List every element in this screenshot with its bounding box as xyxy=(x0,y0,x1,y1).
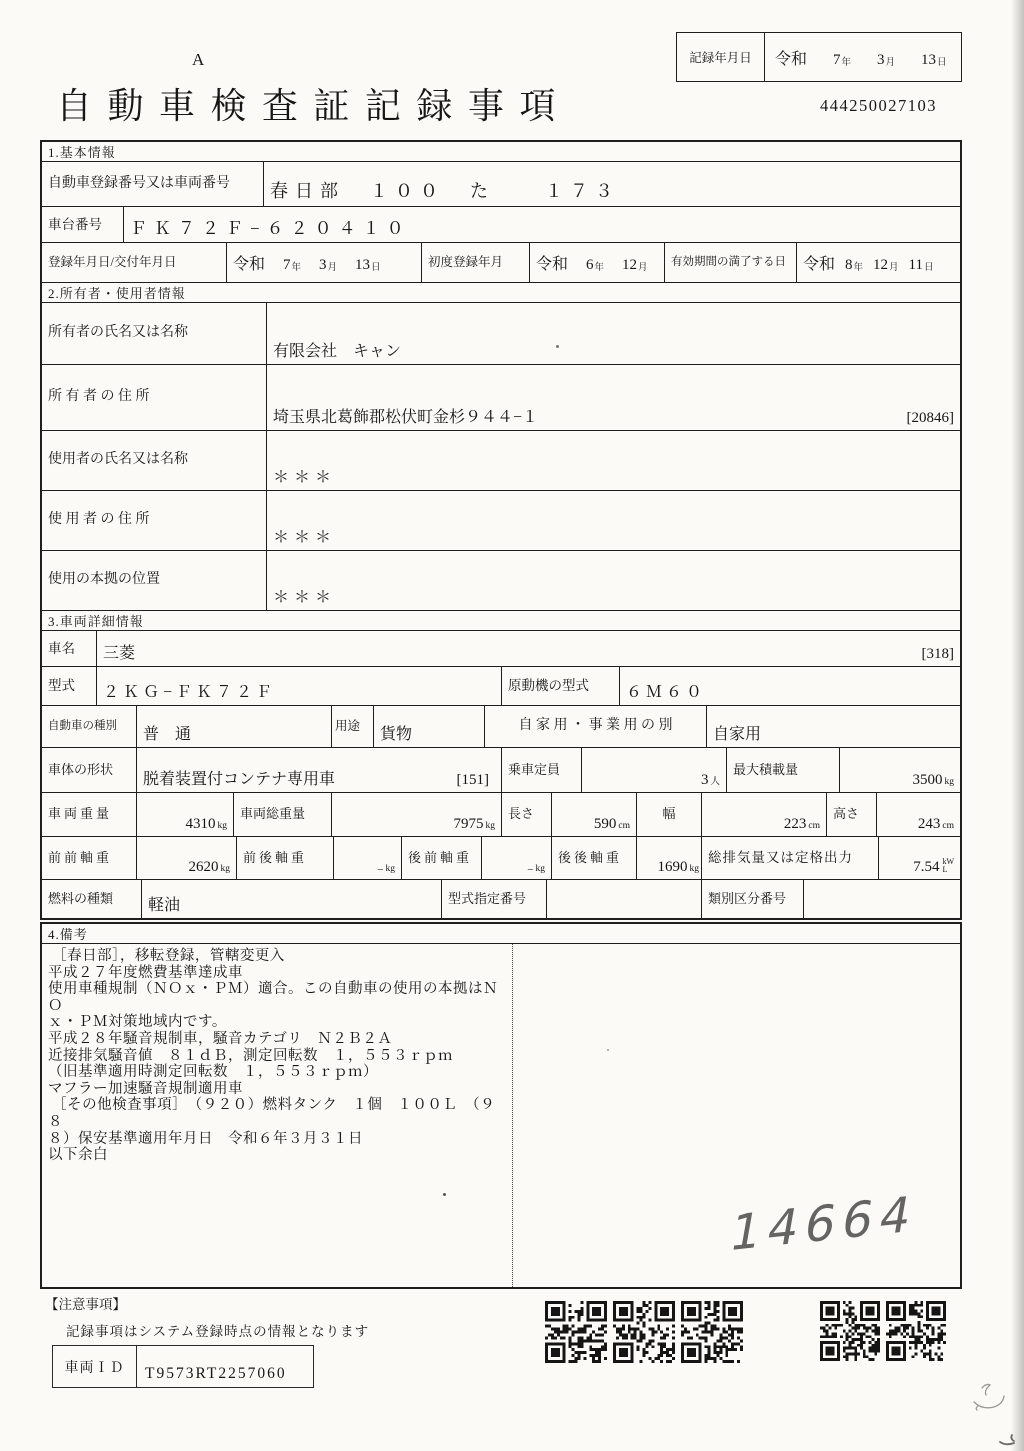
height-label: 高さ xyxy=(827,793,877,836)
gross-weight-value: 7975 kg xyxy=(332,793,502,836)
owner-name-label: 所有者の氏名又は名称 xyxy=(42,303,267,364)
engine-model-label: 原動機の型式 xyxy=(502,667,620,705)
document-number: 444250027103 xyxy=(820,96,937,115)
axle-front-front-label: 前前軸重 xyxy=(42,837,137,879)
scan-dot xyxy=(607,1049,609,1051)
corner-mark xyxy=(998,1432,1020,1448)
vehicle-id-box xyxy=(52,1345,314,1388)
engine-model-value: ６Ｍ６０ xyxy=(626,684,707,701)
axle-rear-rear-value: 1690 kg xyxy=(637,837,702,879)
plate-number-row xyxy=(42,162,960,207)
record-date-value xyxy=(765,33,961,81)
body-shape-value: 脱着装置付コンテナ専用車 [151] xyxy=(137,748,502,792)
capacity-value: 3 人 xyxy=(582,748,727,792)
owner-address-value: 埼玉県北葛飾郡松伏町金杉９４４−１ [20846] xyxy=(273,409,954,426)
remarks-body xyxy=(42,944,960,1287)
scan-dot xyxy=(443,1193,446,1196)
remarks-text: ［春日部］，移転登録，管轄変更入 平成２７年度燃費基準達成車 使用車種規制（ＮＯｘ・ＰＭ）適合。この自動車の使用の本拠はＮＯ ｘ・ＰＭ対策地域内です。 平成２８年騒音規制車，騒音カテゴリ Ｎ２Ｂ２Ａ 近接排気騒音値 ８１ｄＢ，測定回転数 １，５５３ｒｐｍ （旧基準適用時測定回転数 １，５５３ｒｐｍ） マフラー加速騒音規制適用車 ［その他検査事項］ （９２０）燃料タンク １個 １００Ｌ （９８ ８）保安基準適用年月日 令和６年３月３１日 以下余白 xyxy=(48,948,498,1164)
dates-row xyxy=(42,243,960,283)
axle-rear-front-label: 後前軸重 xyxy=(402,837,482,879)
pencil-scribble xyxy=(968,1380,1016,1420)
length-label: 長さ xyxy=(502,793,552,836)
remarks-column-divider xyxy=(512,944,513,1287)
user-name-label: 使用者の氏名又は名称 xyxy=(42,431,267,490)
expiry-date-value: 令和 8 年 12 月 11 日 xyxy=(803,256,934,273)
base-location-value: ＊＊＊ xyxy=(273,589,337,606)
axle-rear-front-value: − kg xyxy=(482,837,552,879)
plate-number-value: 春日部 １００ た １７３ xyxy=(270,181,620,201)
car-name-value: 三菱 [318] xyxy=(103,645,954,662)
ownership-type-value: 自家用 xyxy=(713,726,762,743)
plate-number-label: 自動車登録番号又は車両番号 xyxy=(42,162,264,206)
chassis-number-row xyxy=(42,207,960,243)
car-name-code: [318] xyxy=(921,646,954,662)
class-number-label: 類別区分番号 xyxy=(702,880,804,918)
use-label: 用途 xyxy=(332,706,374,747)
user-address-row xyxy=(42,491,960,551)
base-location-label: 使用の本拠の位置 xyxy=(42,551,267,610)
axle-front-front-value: 2620 kg xyxy=(137,837,237,879)
fuel-type-value: 軽油 xyxy=(142,880,442,918)
car-name-row xyxy=(42,631,960,667)
vehicle-weight-value: 4310 kg xyxy=(137,793,234,836)
first-registration-label: 初度登録年月 xyxy=(422,243,530,282)
chassis-number-value: ＦＫ７２Ｆ−６２０４１０ xyxy=(130,219,411,238)
type-designation-value xyxy=(547,880,702,918)
user-address-value: ＊＊＊ xyxy=(273,529,337,546)
width-label: 幅 xyxy=(637,793,702,836)
axle-rear-rear-label: 後後軸重 xyxy=(552,837,637,879)
base-location-row xyxy=(42,551,960,611)
vehicle-weight-label: 車両重量 xyxy=(42,793,137,836)
displacement-power-label: 総排気量又は定格出力 xyxy=(702,837,879,879)
remarks-table xyxy=(40,922,962,1289)
model-label: 型式 xyxy=(42,667,97,705)
page-title: 自動車検査証記録事項 xyxy=(56,86,571,126)
use-value: 貨物 xyxy=(374,706,485,747)
handwritten-number: 14664 xyxy=(725,1185,923,1263)
model-row xyxy=(42,667,960,706)
owner-address-row xyxy=(42,365,960,431)
payload-value: 3500 kg xyxy=(912,772,954,788)
fuel-type-label: 燃料の種類 xyxy=(42,880,142,918)
registration-date-label: 登録年月日/交付年月日 xyxy=(42,243,227,282)
scan-dot xyxy=(556,345,559,348)
section-remarks-heading: 4.備考 xyxy=(42,924,960,944)
record-date: 令和 7 年 3 月 13 日 xyxy=(775,50,947,68)
weights-dimensions-row xyxy=(42,793,960,837)
expiry-date-label: 有効期間の満了する日 xyxy=(665,243,797,282)
qr-code-4 xyxy=(820,1301,880,1361)
owner-name-value: 有限会社 キャン xyxy=(273,343,402,360)
body-shape-code: [151] xyxy=(456,772,489,788)
gross-weight-label: 車両総重量 xyxy=(234,793,332,836)
section-basic-heading: 1.基本情報 xyxy=(42,142,960,162)
chassis-number-label: 車台番号 xyxy=(42,207,124,242)
owner-address-label: 所 有 者 の 住 所 xyxy=(42,365,267,430)
vehicle-id-label: 車両ＩＤ xyxy=(53,1346,137,1387)
length-value: 590 cm xyxy=(552,793,637,836)
axle-weights-row xyxy=(42,837,960,880)
section-vehicle-heading: 3.車両詳細情報 xyxy=(42,611,960,631)
axle-front-rear-value: − kg xyxy=(334,837,402,879)
vehicle-kind-value: 普 通 xyxy=(137,706,332,747)
main-table xyxy=(40,140,962,920)
capacity-label: 乗車定員 xyxy=(502,748,582,792)
user-address-label: 使 用 者 の 住 所 xyxy=(42,491,267,550)
user-name-value: ＊＊＊ xyxy=(273,469,337,486)
vehicle-id-value: T9573RT2257060 xyxy=(145,1365,287,1382)
registration-date-value: 令和 7 年 3 月 13 日 xyxy=(227,243,422,282)
owner-address-code: [20846] xyxy=(906,410,954,426)
record-date-label: 記録年月日 xyxy=(677,33,765,81)
displacement-power-value: 7.54 kW L xyxy=(913,857,954,875)
model-value: ２ＫＧ−ＦＫ７２Ｆ xyxy=(97,667,502,705)
scan-edge-shadow xyxy=(1011,0,1024,1451)
user-name-row xyxy=(42,431,960,491)
type-designation-label: 型式指定番号 xyxy=(442,880,547,918)
qr-code-1 xyxy=(545,1301,607,1363)
payload-label: 最大積載量 xyxy=(727,748,840,792)
page-marker: A xyxy=(192,50,205,69)
class-number-value xyxy=(804,880,960,918)
vehicle-kind-label: 自動車の種別 xyxy=(42,706,137,747)
notice-heading: 【注意事項】 xyxy=(45,1297,126,1312)
body-shape-row xyxy=(42,748,960,793)
section-owner-heading: 2.所有者・使用者情報 xyxy=(42,283,960,303)
kind-use-row xyxy=(42,706,960,748)
car-name-label: 車名 xyxy=(42,631,97,666)
first-registration-value: 令和 6 年 12 月 xyxy=(530,243,665,282)
fuel-row xyxy=(42,880,960,918)
qr-code-5 xyxy=(886,1301,946,1361)
owner-name-row xyxy=(42,303,960,365)
record-date-box xyxy=(676,32,962,82)
notice-text: 記録事項はシステム登録時点の情報となります xyxy=(66,1324,370,1339)
ownership-type-label: 自 家 用 ・ 事 業 用 の 別 xyxy=(485,706,707,747)
width-value: 223 cm xyxy=(702,793,827,836)
body-shape-label: 車体の形状 xyxy=(42,748,137,792)
qr-code-3 xyxy=(681,1301,743,1363)
qr-code-2 xyxy=(613,1301,675,1363)
height-value: 243 cm xyxy=(917,816,954,832)
axle-front-rear-label: 前後軸重 xyxy=(237,837,334,879)
power-unit: kW L xyxy=(942,857,954,874)
